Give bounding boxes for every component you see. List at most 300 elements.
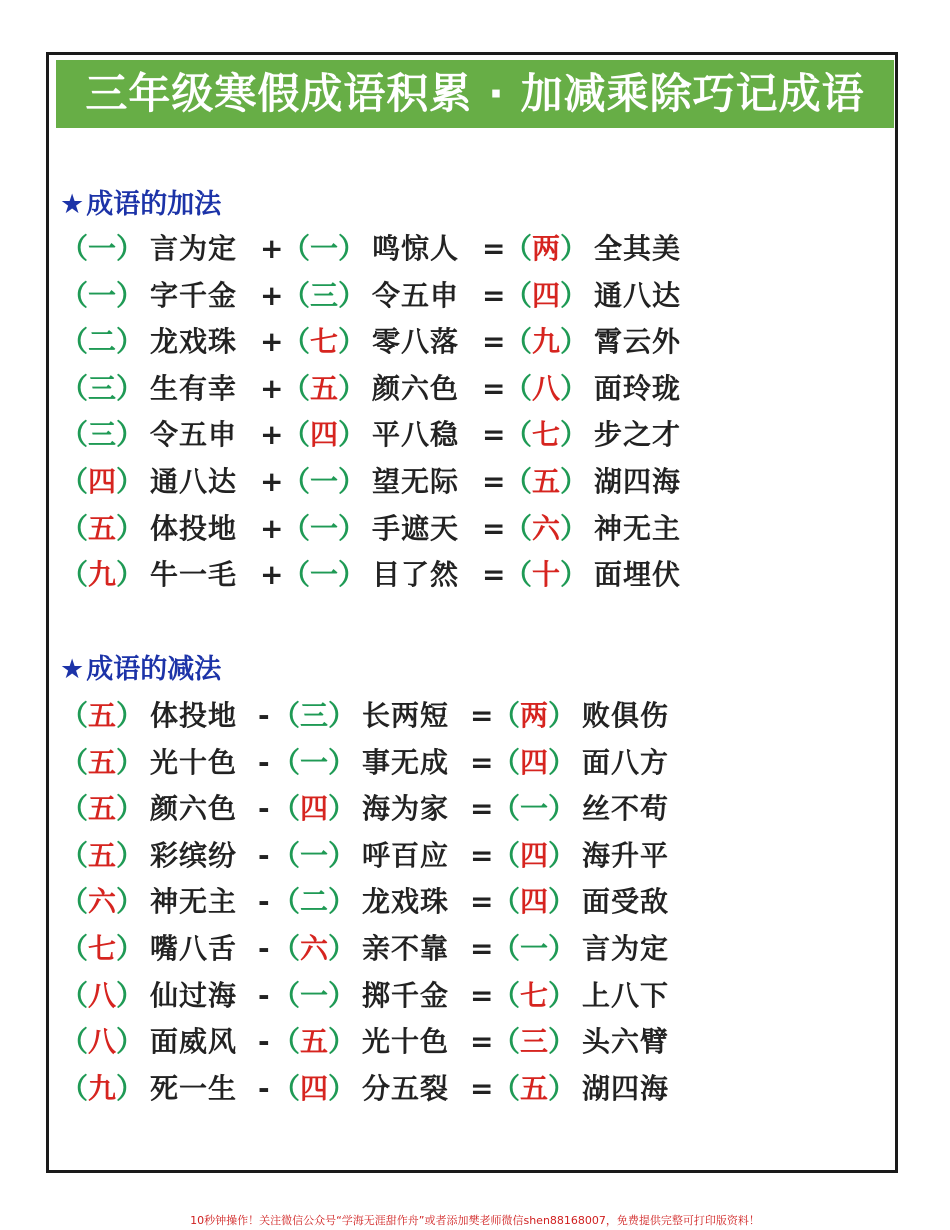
paren-close: ） xyxy=(328,745,357,779)
paren-close: ） xyxy=(338,464,367,498)
idiom-fragment: 字千金 xyxy=(150,278,238,312)
paren-open: （ xyxy=(60,1071,89,1105)
idiom-fragment: 嘴八舌 xyxy=(150,931,238,965)
equation-row xyxy=(60,552,770,599)
paren-close: ） xyxy=(548,838,577,872)
number-char: 五 xyxy=(88,745,117,779)
idiom-fragment: 言为定 xyxy=(150,232,238,265)
number-term xyxy=(272,1066,356,1113)
number-char: 一 xyxy=(310,558,339,592)
idiom-fragment: 颜六色 xyxy=(150,792,238,826)
idiom-fragment: 事无成 xyxy=(362,745,450,779)
paren-close: ） xyxy=(338,325,367,359)
paren-open: （ xyxy=(60,1025,89,1059)
number-char: 五 xyxy=(310,371,339,405)
equals-sign: = xyxy=(482,511,506,545)
idiom-fragment: 光十色 xyxy=(150,745,238,779)
paren-open: （ xyxy=(492,1025,521,1059)
idiom-fragment: 面八方 xyxy=(582,745,670,779)
number-term xyxy=(60,273,144,320)
paren-open: （ xyxy=(60,792,89,826)
equation-row xyxy=(60,833,770,880)
paren-open: （ xyxy=(492,1071,521,1105)
paren-open: （ xyxy=(282,558,311,592)
number-char: 七 xyxy=(88,931,117,965)
paren-open: （ xyxy=(504,511,533,545)
paren-close: ） xyxy=(338,232,367,265)
section-heading-text: 成语的加法 xyxy=(86,189,222,220)
number-char: 九 xyxy=(88,1071,117,1105)
idiom-fragment: 掷千金 xyxy=(362,978,450,1012)
idiom-fragment: 湖四海 xyxy=(582,1071,670,1105)
number-char: 一 xyxy=(520,792,549,826)
section-heading-text: 成语的减法 xyxy=(86,654,222,685)
number-term xyxy=(60,926,144,973)
number-char: 八 xyxy=(532,371,561,405)
number-char: 八 xyxy=(88,978,117,1012)
paren-open: （ xyxy=(60,371,89,405)
paren-close: ） xyxy=(338,511,367,545)
equation-row xyxy=(60,693,770,740)
paren-close: ） xyxy=(116,325,145,359)
equals-sign: = xyxy=(470,978,494,1012)
number-char: 五 xyxy=(88,792,117,826)
paren-close: ） xyxy=(560,511,589,545)
number-char: 四 xyxy=(520,745,549,779)
idiom-fragment: 面受敌 xyxy=(582,885,670,919)
number-term xyxy=(60,366,144,413)
idiom-fragment: 光十色 xyxy=(362,1025,450,1059)
idiom-fragment: 平八稳 xyxy=(372,418,460,452)
paren-open: （ xyxy=(492,745,521,779)
idiom-fragment: 亲不靠 xyxy=(362,931,450,965)
number-char: 五 xyxy=(88,838,117,872)
operator-sign: - xyxy=(258,1071,270,1105)
number-term xyxy=(272,740,356,787)
paren-open: （ xyxy=(272,1025,301,1059)
paren-open: （ xyxy=(60,838,89,872)
equals-sign: = xyxy=(470,931,494,965)
equation-row xyxy=(60,1019,770,1066)
paren-close: ） xyxy=(560,232,589,265)
idiom-fragment: 通八达 xyxy=(150,464,238,498)
number-char: 三 xyxy=(520,1025,549,1059)
paren-close: ） xyxy=(328,792,357,826)
number-term xyxy=(60,786,144,833)
number-char: 六 xyxy=(300,931,329,965)
number-term xyxy=(492,973,576,1020)
number-char: 一 xyxy=(88,232,117,265)
number-char: 一 xyxy=(310,232,339,265)
paren-open: （ xyxy=(492,978,521,1012)
number-term xyxy=(60,973,144,1020)
number-term xyxy=(272,693,356,740)
number-term xyxy=(492,693,576,740)
idiom-fragment: 败俱伤 xyxy=(582,699,670,732)
paren-close: ） xyxy=(116,232,145,265)
equals-sign: = xyxy=(470,792,494,826)
idiom-fragment: 湖四海 xyxy=(594,464,682,498)
number-term xyxy=(282,366,366,413)
equation-row xyxy=(60,973,770,1020)
number-char: 七 xyxy=(532,418,561,452)
number-char: 五 xyxy=(88,699,117,732)
idiom-fragment: 令五申 xyxy=(372,278,460,312)
paren-close: ） xyxy=(116,931,145,965)
paren-close: ） xyxy=(328,931,357,965)
paren-close: ） xyxy=(328,1025,357,1059)
number-term xyxy=(492,740,576,787)
idiom-fragment: 面威风 xyxy=(150,1025,238,1059)
number-char: 九 xyxy=(532,325,561,359)
idiom-fragment: 牛一毛 xyxy=(150,558,238,592)
paren-open: （ xyxy=(504,278,533,312)
paren-open: （ xyxy=(60,978,89,1012)
idiom-fragment: 令五申 xyxy=(150,418,238,452)
paren-open: （ xyxy=(60,511,89,545)
paren-open: （ xyxy=(492,792,521,826)
number-char: 二 xyxy=(300,885,329,919)
equation-row xyxy=(60,459,770,506)
paren-close: ） xyxy=(548,745,577,779)
idiom-fragment: 生有幸 xyxy=(150,371,238,405)
number-term xyxy=(272,1019,356,1066)
operator-sign: - xyxy=(258,885,270,919)
equation-row xyxy=(60,506,770,553)
number-term xyxy=(60,552,144,599)
operator-sign: + xyxy=(260,232,284,265)
number-term xyxy=(282,459,366,506)
number-term xyxy=(60,879,144,926)
number-term xyxy=(282,319,366,366)
paren-open: （ xyxy=(272,838,301,872)
addition-list xyxy=(60,226,770,599)
operator-sign: - xyxy=(258,745,270,779)
operator-sign: - xyxy=(258,699,270,732)
number-char: 一 xyxy=(310,511,339,545)
number-char: 四 xyxy=(520,838,549,872)
paren-close: ） xyxy=(338,558,367,592)
number-term xyxy=(60,1066,144,1113)
number-term xyxy=(60,319,144,366)
paren-close: ） xyxy=(116,1071,145,1105)
number-term xyxy=(272,926,356,973)
paren-close: ） xyxy=(116,371,145,405)
number-char: 七 xyxy=(310,325,339,359)
number-term xyxy=(504,226,588,273)
idiom-fragment: 海为家 xyxy=(362,792,450,826)
equation-row xyxy=(60,226,770,273)
paren-open: （ xyxy=(60,885,89,919)
paren-close: ） xyxy=(116,418,145,452)
idiom-fragment: 手遮天 xyxy=(372,511,460,545)
number-char: 三 xyxy=(88,418,117,452)
number-term xyxy=(492,1066,576,1113)
paren-close: ） xyxy=(116,978,145,1012)
paren-open: （ xyxy=(504,325,533,359)
paren-open: （ xyxy=(272,699,301,732)
paren-close: ） xyxy=(116,792,145,826)
number-term xyxy=(282,506,366,553)
paren-open: （ xyxy=(272,745,301,779)
paren-open: （ xyxy=(60,931,89,965)
paren-close: ） xyxy=(338,418,367,452)
paren-close: ） xyxy=(116,885,145,919)
number-term xyxy=(272,833,356,880)
equals-sign: = xyxy=(470,1025,494,1059)
star-icon: ★ xyxy=(60,189,85,220)
paren-open: （ xyxy=(492,699,521,732)
number-term xyxy=(282,412,366,459)
paren-open: （ xyxy=(282,418,311,452)
operator-sign: + xyxy=(260,511,284,545)
paren-open: （ xyxy=(60,418,89,452)
equation-row xyxy=(60,319,770,366)
idiom-fragment: 呼百应 xyxy=(362,838,450,872)
number-term xyxy=(272,879,356,926)
star-icon: ★ xyxy=(60,654,85,685)
paren-close: ） xyxy=(116,511,145,545)
idiom-fragment: 体投地 xyxy=(150,511,238,545)
idiom-fragment: 龙戏珠 xyxy=(362,885,450,919)
equals-sign: = xyxy=(482,371,506,405)
number-char: 七 xyxy=(520,978,549,1012)
number-term xyxy=(60,226,144,273)
number-char: 一 xyxy=(300,978,329,1012)
idiom-fragment: 体投地 xyxy=(150,699,238,732)
idiom-fragment: 长两短 xyxy=(362,699,450,732)
number-char: 四 xyxy=(300,1071,329,1105)
number-char: 四 xyxy=(520,885,549,919)
number-term xyxy=(492,833,576,880)
idiom-fragment: 神无主 xyxy=(594,511,682,545)
paren-open: （ xyxy=(272,792,301,826)
idiom-fragment: 神无主 xyxy=(150,885,238,919)
number-term xyxy=(504,273,588,320)
number-char: 四 xyxy=(88,464,117,498)
operator-sign: + xyxy=(260,558,284,592)
paren-open: （ xyxy=(60,325,89,359)
number-term xyxy=(60,1019,144,1066)
idiom-fragment: 龙戏珠 xyxy=(150,325,238,359)
paren-open: （ xyxy=(504,371,533,405)
idiom-fragment: 霄云外 xyxy=(594,325,682,359)
paren-close: ） xyxy=(328,699,357,732)
number-char: 两 xyxy=(532,232,561,265)
number-char: 三 xyxy=(310,278,339,312)
paren-open: （ xyxy=(282,278,311,312)
idiom-fragment: 面玲珑 xyxy=(594,371,682,405)
operator-sign: - xyxy=(258,1025,270,1059)
equals-sign: = xyxy=(482,325,506,359)
number-term xyxy=(60,740,144,787)
idiom-fragment: 头六臂 xyxy=(582,1025,670,1059)
paren-open: （ xyxy=(504,418,533,452)
number-char: 三 xyxy=(300,699,329,732)
paren-open: （ xyxy=(272,885,301,919)
paren-open: （ xyxy=(272,1071,301,1105)
paren-close: ） xyxy=(548,1071,577,1105)
number-char: 六 xyxy=(532,511,561,545)
operator-sign: + xyxy=(260,278,284,312)
paren-close: ） xyxy=(328,978,357,1012)
equals-sign: = xyxy=(470,885,494,919)
paren-close: ） xyxy=(548,931,577,965)
number-char: 九 xyxy=(88,558,117,592)
operator-sign: + xyxy=(260,418,284,452)
idiom-fragment: 望无际 xyxy=(372,464,460,498)
equation-row xyxy=(60,366,770,413)
number-term xyxy=(60,459,144,506)
paren-close: ） xyxy=(328,885,357,919)
paren-open: （ xyxy=(504,232,533,265)
equation-row xyxy=(60,740,770,787)
paren-open: （ xyxy=(282,511,311,545)
number-char: 四 xyxy=(300,792,329,826)
equals-sign: = xyxy=(470,699,494,732)
operator-sign: + xyxy=(260,464,284,498)
paren-close: ） xyxy=(116,745,145,779)
idiom-fragment: 全其美 xyxy=(594,232,682,265)
idiom-fragment: 上八下 xyxy=(582,978,670,1012)
paren-close: ） xyxy=(560,278,589,312)
number-term xyxy=(492,926,576,973)
paren-open: （ xyxy=(282,232,311,265)
number-char: 五 xyxy=(520,1071,549,1105)
paren-close: ） xyxy=(560,558,589,592)
number-char: 八 xyxy=(88,1025,117,1059)
idiom-fragment: 目了然 xyxy=(372,558,460,592)
number-char: 四 xyxy=(532,278,561,312)
paren-open: （ xyxy=(60,278,89,312)
operator-sign: + xyxy=(260,325,284,359)
number-char: 两 xyxy=(520,699,549,732)
number-term xyxy=(60,412,144,459)
equation-row xyxy=(60,879,770,926)
number-char: 三 xyxy=(88,371,117,405)
idiom-fragment: 丝不苟 xyxy=(582,792,670,826)
number-term xyxy=(282,273,366,320)
paren-close: ） xyxy=(560,418,589,452)
paren-close: ） xyxy=(560,464,589,498)
equals-sign: = xyxy=(470,745,494,779)
section-heading-subtraction xyxy=(60,652,221,688)
paren-close: ） xyxy=(548,885,577,919)
paren-close: ） xyxy=(548,699,577,732)
paren-open: （ xyxy=(492,838,521,872)
number-term xyxy=(504,319,588,366)
paren-close: ） xyxy=(328,838,357,872)
idiom-fragment: 仙过海 xyxy=(150,978,238,1012)
equals-sign: = xyxy=(482,278,506,312)
number-term xyxy=(504,552,588,599)
paren-open: （ xyxy=(60,745,89,779)
paren-open: （ xyxy=(504,558,533,592)
equation-row xyxy=(60,926,770,973)
paren-open: （ xyxy=(272,931,301,965)
number-term xyxy=(492,1019,576,1066)
equation-row xyxy=(60,412,770,459)
subtraction-list xyxy=(60,693,770,1112)
paren-close: ） xyxy=(548,792,577,826)
paren-open: （ xyxy=(60,232,89,265)
equals-sign: = xyxy=(482,464,506,498)
equation-row xyxy=(60,786,770,833)
number-term xyxy=(272,786,356,833)
idiom-fragment: 分五裂 xyxy=(362,1071,450,1105)
idiom-fragment: 面埋伏 xyxy=(594,558,682,592)
operator-sign: - xyxy=(258,978,270,1012)
equals-sign: = xyxy=(482,418,506,452)
paren-close: ） xyxy=(116,278,145,312)
idiom-fragment: 彩缤纷 xyxy=(150,838,238,872)
operator-sign: + xyxy=(260,371,284,405)
number-term xyxy=(60,693,144,740)
number-char: 五 xyxy=(300,1025,329,1059)
idiom-fragment: 颜六色 xyxy=(372,371,460,405)
paren-open: （ xyxy=(60,558,89,592)
number-term xyxy=(504,506,588,553)
idiom-fragment: 言为定 xyxy=(582,931,670,965)
paren-open: （ xyxy=(60,464,89,498)
paren-open: （ xyxy=(282,464,311,498)
paren-open: （ xyxy=(60,699,89,732)
number-char: 一 xyxy=(300,745,329,779)
number-term xyxy=(492,879,576,926)
number-term xyxy=(504,366,588,413)
number-term xyxy=(282,226,366,273)
number-term xyxy=(60,506,144,553)
number-char: 二 xyxy=(88,325,117,359)
number-char: 五 xyxy=(532,464,561,498)
paren-close: ） xyxy=(116,838,145,872)
number-term xyxy=(492,786,576,833)
number-term xyxy=(282,552,366,599)
paren-close: ） xyxy=(116,1025,145,1059)
equation-row xyxy=(60,1066,770,1113)
paren-close: ） xyxy=(116,558,145,592)
paren-close: ） xyxy=(338,371,367,405)
idiom-fragment: 鸣惊人 xyxy=(372,232,460,265)
idiom-fragment: 步之才 xyxy=(594,418,682,452)
equals-sign: = xyxy=(482,558,506,592)
section-heading-addition xyxy=(60,187,221,223)
operator-sign: - xyxy=(258,931,270,965)
number-char: 一 xyxy=(88,278,117,312)
footer-note: 10秒钟操作！关注微信公众号“学海无涯甜作舟”或者添加樊老师微信shen88168007，免费提供完整可打印版资料！ xyxy=(190,1214,760,1227)
paren-open: （ xyxy=(282,371,311,405)
paren-close: ） xyxy=(338,278,367,312)
idiom-fragment: 零八落 xyxy=(372,325,460,359)
paren-open: （ xyxy=(492,931,521,965)
paren-open: （ xyxy=(272,978,301,1012)
number-char: 一 xyxy=(300,838,329,872)
paren-open: （ xyxy=(504,464,533,498)
equals-sign: = xyxy=(470,838,494,872)
number-char: 四 xyxy=(310,418,339,452)
paren-close: ） xyxy=(116,464,145,498)
number-char: 一 xyxy=(310,464,339,498)
number-term xyxy=(272,973,356,1020)
page-title: 三年级寒假成语积累 · 加减乘除巧记成语 xyxy=(56,60,894,128)
idiom-fragment: 死一生 xyxy=(150,1071,238,1105)
idiom-fragment: 海升平 xyxy=(582,838,670,872)
idiom-fragment: 通八达 xyxy=(594,278,682,312)
paren-close: ） xyxy=(548,1025,577,1059)
paren-close: ） xyxy=(560,371,589,405)
paren-open: （ xyxy=(282,325,311,359)
number-char: 十 xyxy=(532,558,561,592)
